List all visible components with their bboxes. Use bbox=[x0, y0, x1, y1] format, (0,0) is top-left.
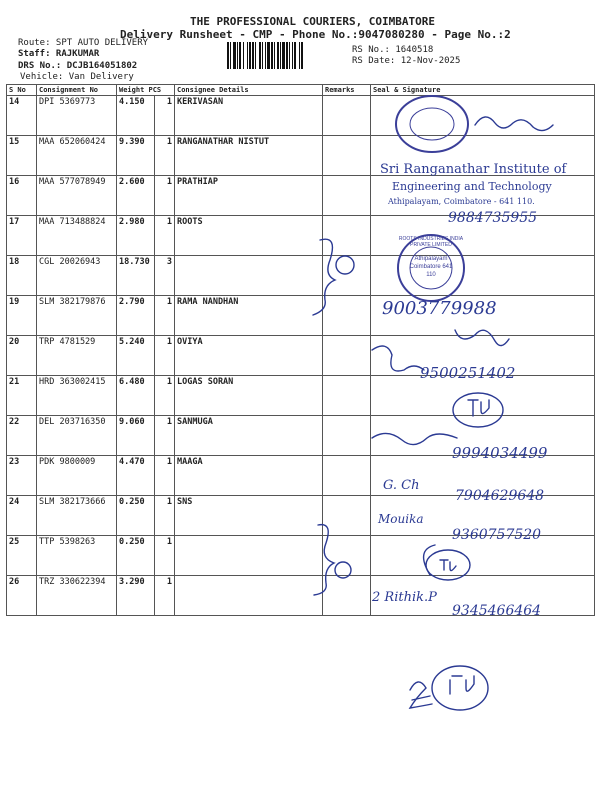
table-row bbox=[7, 256, 595, 296]
handwritten-initials-23: G. Ch bbox=[383, 478, 420, 493]
row-pcs: 1 bbox=[155, 296, 175, 336]
row-consignment-no: MAA 577078949 bbox=[37, 176, 117, 216]
row-remarks bbox=[323, 536, 371, 576]
col-seal-signature: Seal & Signature bbox=[371, 85, 595, 96]
barcode-icon bbox=[227, 42, 349, 69]
handwritten-phone-22: 9994034499 bbox=[452, 444, 548, 462]
row-consignee: LOGAS SORAN bbox=[175, 376, 323, 416]
rs-number: RS No.: 1640518 bbox=[352, 45, 434, 55]
institute-stamp-line1: Sri Ranganathar Institute of bbox=[380, 162, 567, 177]
row-sno: 18 bbox=[7, 256, 37, 296]
row-weight: 5.240 bbox=[117, 336, 155, 376]
row-consignment-no: DPI 5369773 bbox=[37, 96, 117, 136]
handwritten-phone-15: 9884735955 bbox=[448, 210, 538, 226]
row-consignment-no: DEL 203716350 bbox=[37, 416, 117, 456]
row-consignment-no: MAA 652060424 bbox=[37, 136, 117, 176]
roots-stamp-ring: ROOTS INDUSTRIES INDIA PRIVATE LIMITED bbox=[398, 236, 464, 248]
row-weight: 2.980 bbox=[117, 216, 155, 256]
row-remarks bbox=[323, 216, 371, 256]
row-consignee: RANGANATHAR NISTUT bbox=[175, 136, 323, 176]
handwritten-name-24: Mouika bbox=[378, 512, 424, 526]
row-weight: 4.470 bbox=[117, 456, 155, 496]
row-pcs: 1 bbox=[155, 576, 175, 616]
row-pcs: 3 bbox=[155, 256, 175, 296]
row-remarks bbox=[323, 576, 371, 616]
row-consignment-no: CGL 20026943 bbox=[37, 256, 117, 296]
row-pcs: 1 bbox=[155, 376, 175, 416]
handwritten-phone-19: 9003779988 bbox=[382, 298, 497, 319]
col-sno: S No bbox=[7, 85, 37, 96]
table-header-row bbox=[7, 85, 595, 96]
row-consignee: SANMUGA bbox=[175, 416, 323, 456]
handwritten-phone-23: 7904629648 bbox=[455, 488, 545, 504]
row-sno: 17 bbox=[7, 216, 37, 256]
row-remarks bbox=[323, 296, 371, 336]
row-consignee: SNS bbox=[175, 496, 323, 536]
rs-date: RS Date: 12-Nov-2025 bbox=[352, 56, 461, 66]
row-remarks bbox=[323, 136, 371, 176]
row-consignee bbox=[175, 256, 323, 296]
row-weight: 3.290 bbox=[117, 576, 155, 616]
runsheet-title: Delivery Runsheet - CMP - Phone No.:9047080280 - Page No.:2 bbox=[120, 28, 511, 41]
row-consignee: OVIYA bbox=[175, 336, 323, 376]
row-pcs: 1 bbox=[155, 416, 175, 456]
institute-stamp-line3: Athipalayam, Coimbatore - 641 110. bbox=[388, 197, 535, 206]
staff-label: Staff: RAJKUMAR bbox=[18, 49, 100, 59]
institute-stamp-line2: Engineering and Technology bbox=[392, 180, 552, 193]
row-weight: 4.150 bbox=[117, 96, 155, 136]
row-consignee bbox=[175, 536, 323, 576]
table-row bbox=[7, 296, 595, 336]
col-consignee: Consignee Details bbox=[175, 85, 323, 96]
row-consignment-no: MAA 713488824 bbox=[37, 216, 117, 256]
row-consignment-no: SLM 382173666 bbox=[37, 496, 117, 536]
row-sno: 15 bbox=[7, 136, 37, 176]
row-remarks bbox=[323, 256, 371, 296]
col-remarks: Remarks bbox=[323, 85, 371, 96]
row-sno: 20 bbox=[7, 336, 37, 376]
row-consignment-no: TRZ 330622394 bbox=[37, 576, 117, 616]
row-sno: 19 bbox=[7, 296, 37, 336]
row-pcs: 1 bbox=[155, 456, 175, 496]
row-sno: 14 bbox=[7, 96, 37, 136]
row-weight: 2.600 bbox=[117, 176, 155, 216]
handwritten-phone-24: 9360757520 bbox=[452, 527, 542, 543]
company-name: THE PROFESSIONAL COURIERS, COIMBATORE bbox=[190, 15, 436, 28]
row-pcs: 1 bbox=[155, 176, 175, 216]
row-sno: 24 bbox=[7, 496, 37, 536]
row-remarks bbox=[323, 96, 371, 136]
handwritten-name-26: 2 Rithik.P bbox=[372, 590, 437, 605]
row-weight: 0.250 bbox=[117, 496, 155, 536]
row-pcs: 1 bbox=[155, 496, 175, 536]
row-consignment-no: HRD 363002415 bbox=[37, 376, 117, 416]
table-row bbox=[7, 96, 595, 136]
row-consignment-no: TRP 4781529 bbox=[37, 336, 117, 376]
row-sno: 26 bbox=[7, 576, 37, 616]
round-seal-stamp bbox=[392, 93, 472, 155]
row-remarks bbox=[323, 376, 371, 416]
row-sno: 21 bbox=[7, 376, 37, 416]
row-remarks bbox=[323, 176, 371, 216]
row-pcs: 1 bbox=[155, 216, 175, 256]
row-consignee: MAAGA bbox=[175, 456, 323, 496]
row-consignment-no: TTP 5398263 bbox=[37, 536, 117, 576]
col-weight-pcs: Weight PCS bbox=[117, 85, 175, 96]
row-sno: 23 bbox=[7, 456, 37, 496]
vehicle-label: Vehicle: Van Delivery bbox=[20, 72, 134, 82]
roots-stamp-center: Athipalayam Coimbatore 641 110 bbox=[409, 256, 453, 278]
row-consignee: RAMA NANDHAN bbox=[175, 296, 323, 336]
row-weight: 18.730 bbox=[117, 256, 155, 296]
row-weight: 9.060 bbox=[117, 416, 155, 456]
row-pcs: 1 bbox=[155, 336, 175, 376]
row-weight: 0.250 bbox=[117, 536, 155, 576]
row-remarks bbox=[323, 496, 371, 536]
row-weight: 9.390 bbox=[117, 136, 155, 176]
route-label: Route: SPT AUTO DELIVERY bbox=[18, 38, 149, 48]
row-weight: 2.790 bbox=[117, 296, 155, 336]
row-consignment-no: SLM 382179876 bbox=[37, 296, 117, 336]
row-sno: 16 bbox=[7, 176, 37, 216]
row-pcs: 1 bbox=[155, 536, 175, 576]
drs-number: DRS No.: DCJB164051802 bbox=[18, 61, 138, 71]
row-consignee: ROOTS bbox=[175, 216, 323, 256]
row-remarks bbox=[323, 336, 371, 376]
row-consignee: PRATHIAP bbox=[175, 176, 323, 216]
handwritten-phone-21: 9500251402 bbox=[420, 364, 516, 382]
row-pcs: 1 bbox=[155, 136, 175, 176]
handwritten-phone-26: 9345466464 bbox=[452, 603, 542, 619]
row-sno: 22 bbox=[7, 416, 37, 456]
row-pcs: 1 bbox=[155, 96, 175, 136]
row-remarks bbox=[323, 416, 371, 456]
row-consignment-no: PDK 9800009 bbox=[37, 456, 117, 496]
row-remarks bbox=[323, 456, 371, 496]
col-consignment: Consignment No bbox=[37, 85, 117, 96]
row-sno: 25 bbox=[7, 536, 37, 576]
row-consignee bbox=[175, 576, 323, 616]
row-consignee: KERIVASAN bbox=[175, 96, 323, 136]
row-weight: 6.480 bbox=[117, 376, 155, 416]
